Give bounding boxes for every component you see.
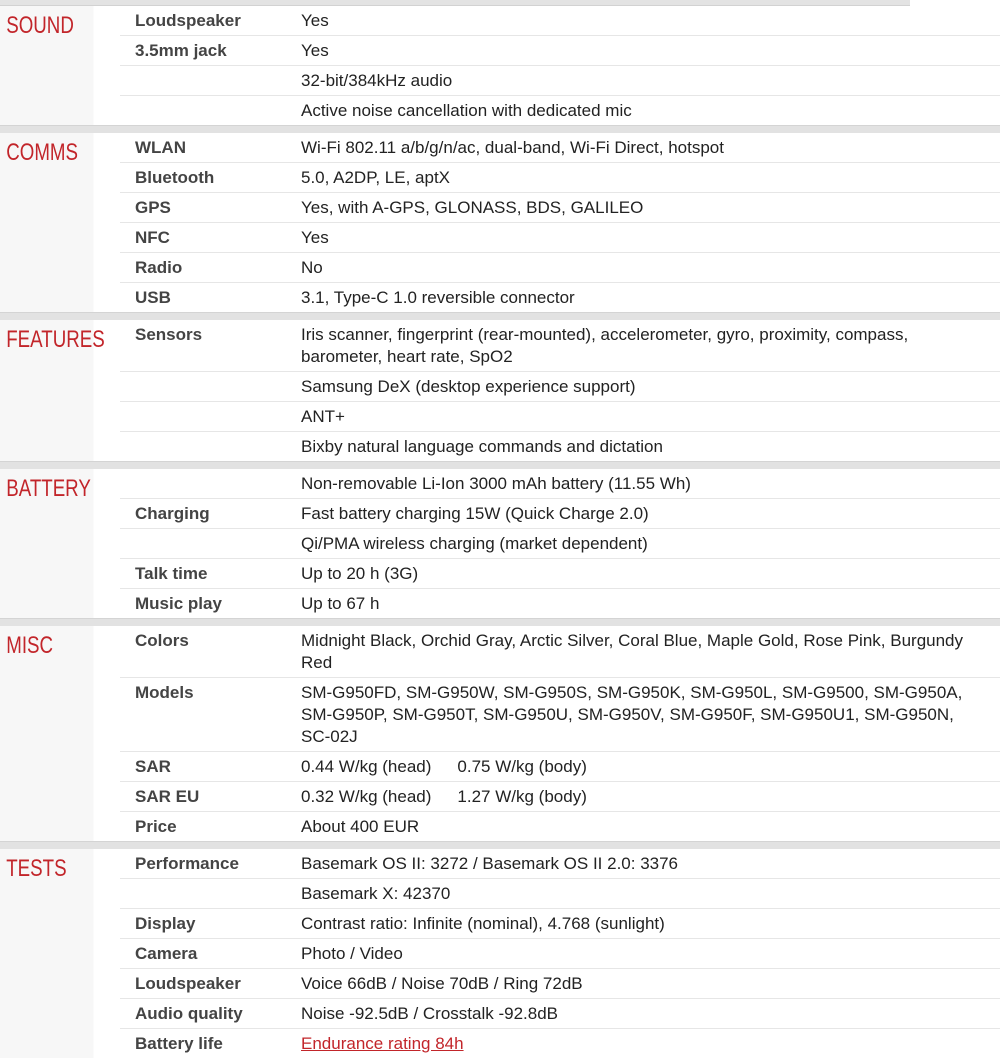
- spec-label: Price: [120, 812, 286, 842]
- spec-value: [286, 782, 1000, 812]
- spec-label: Loudspeaker: [120, 969, 286, 999]
- separator-bar: [0, 126, 1000, 134]
- spec-label: Audio quality: [120, 999, 286, 1029]
- spec-row: [0, 812, 1000, 842]
- spec-value: Yes, with A-GPS, GLONASS, BDS, GALILEO: [286, 193, 1000, 223]
- spec-label: WLAN: [120, 133, 286, 163]
- spec-row: [0, 626, 1000, 678]
- spec-value: [286, 1029, 1000, 1058]
- spec-row: [0, 529, 1000, 559]
- specs-table: [0, 6, 1000, 1058]
- spec-row: [0, 36, 1000, 66]
- spec-label: NFC: [120, 223, 286, 253]
- category-heading-features: FEATURES: [0, 320, 94, 462]
- category-heading-tests: TESTS: [0, 849, 94, 1058]
- spec-value: No: [286, 253, 1000, 283]
- spec-row: [0, 193, 1000, 223]
- spec-row: [0, 133, 1000, 163]
- section-separator: [0, 462, 1000, 470]
- spec-label: Loudspeaker: [120, 6, 286, 36]
- spec-row: [0, 283, 1000, 313]
- spec-label: Display: [120, 909, 286, 939]
- spec-row: [0, 1029, 1000, 1058]
- spec-label: [120, 96, 286, 126]
- sar-head-value: 0.44 W/kg (head): [301, 757, 431, 776]
- spec-row: [0, 782, 1000, 812]
- spec-value: Active noise cancellation with dedicated mic: [286, 96, 1000, 126]
- spec-value: About 400 EUR: [286, 812, 1000, 842]
- spec-label: Camera: [120, 939, 286, 969]
- separator-bar: [0, 462, 1000, 470]
- spec-row: [0, 223, 1000, 253]
- spec-value: Qi/PMA wireless charging (market dependent): [286, 529, 1000, 559]
- section-separator: [0, 619, 1000, 627]
- spec-label: Colors: [120, 626, 286, 678]
- spec-label: USB: [120, 283, 286, 313]
- sar-body-value: 0.75 W/kg (body): [457, 757, 586, 776]
- spec-label: [120, 66, 286, 96]
- spec-value: Non-removable Li-Ion 3000 mAh battery (11.55 Wh): [286, 469, 1000, 499]
- spec-value: Bixby natural language commands and dictation: [286, 432, 1000, 462]
- spec-label: [120, 529, 286, 559]
- spec-row: [0, 969, 1000, 999]
- separator-bar: [0, 313, 1000, 321]
- spec-row: [0, 96, 1000, 126]
- spec-label: SAR EU: [120, 782, 286, 812]
- spec-label: [120, 372, 286, 402]
- sar-head-value: 0.32 W/kg (head): [301, 787, 431, 806]
- sar-body-value: 1.27 W/kg (body): [457, 787, 586, 806]
- spec-value: Samsung DeX (desktop experience support): [286, 372, 1000, 402]
- spec-row: [0, 678, 1000, 752]
- spec-row: [0, 849, 1000, 879]
- spec-label: Radio: [120, 253, 286, 283]
- spec-row: [0, 559, 1000, 589]
- spec-label: [120, 469, 286, 499]
- endurance-rating-link[interactable]: Endurance rating 84h: [301, 1034, 464, 1053]
- spec-label: Sensors: [120, 320, 286, 372]
- spec-label: Models: [120, 678, 286, 752]
- category-heading-comms: COMMS: [0, 133, 94, 313]
- spec-row: [0, 432, 1000, 462]
- spec-label: 3.5mm jack: [120, 36, 286, 66]
- spec-row: [0, 499, 1000, 529]
- spec-value: Midnight Black, Orchid Gray, Arctic Silver, Coral Blue, Maple Gold, Rose Pink, Burgundy Red: [286, 626, 1000, 678]
- spec-label: Battery life: [120, 1029, 286, 1058]
- section-separator: [0, 126, 1000, 134]
- spec-value: Up to 67 h: [286, 589, 1000, 619]
- spec-row: [0, 6, 1000, 36]
- spec-value: Basemark OS II: 3272 / Basemark OS II 2.0: 3376: [286, 849, 1000, 879]
- spec-label: GPS: [120, 193, 286, 223]
- separator-bar: [0, 842, 1000, 850]
- separator-bar: [0, 619, 1000, 627]
- category-heading-battery: BATTERY: [0, 469, 94, 619]
- spec-label: Bluetooth: [120, 163, 286, 193]
- spec-label: [120, 432, 286, 462]
- spec-row: [0, 909, 1000, 939]
- spec-value: [286, 752, 1000, 782]
- spec-value: Yes: [286, 36, 1000, 66]
- spec-row: [0, 66, 1000, 96]
- spec-label: Talk time: [120, 559, 286, 589]
- section-separator: [0, 313, 1000, 321]
- spec-value: Contrast ratio: Infinite (nominal), 4.768 (sunlight): [286, 909, 1000, 939]
- spec-row: [0, 253, 1000, 283]
- spec-value: 32-bit/384kHz audio: [286, 66, 1000, 96]
- spec-value: Noise -92.5dB / Crosstalk -92.8dB: [286, 999, 1000, 1029]
- spec-value: SM-G950FD, SM-G950W, SM-G950S, SM-G950K, SM-G950L, SM-G9500, SM-G950A, SM-G950P, SM-G950T, SM-G950U, SM-G950V, SM-G950F, SM-G950U1, SM-G950N, SC-02J: [286, 678, 1000, 752]
- spec-row: [0, 402, 1000, 432]
- spec-label: Charging: [120, 499, 286, 529]
- spec-value: Yes: [286, 223, 1000, 253]
- spec-value: 3.1, Type-C 1.0 reversible connector: [286, 283, 1000, 313]
- spec-row: [0, 163, 1000, 193]
- spec-value: Basemark X: 42370: [286, 879, 1000, 909]
- section-separator: [0, 842, 1000, 850]
- spec-row: [0, 372, 1000, 402]
- category-heading-misc: MISC: [0, 626, 94, 842]
- spec-row: [0, 469, 1000, 499]
- spec-row: [0, 939, 1000, 969]
- spec-label: [120, 879, 286, 909]
- spec-value: Up to 20 h (3G): [286, 559, 1000, 589]
- spec-value: Fast battery charging 15W (Quick Charge 2.0): [286, 499, 1000, 529]
- spec-value: Photo / Video: [286, 939, 1000, 969]
- spec-row: [0, 589, 1000, 619]
- spec-value: Wi-Fi 802.11 a/b/g/n/ac, dual-band, Wi-Fi Direct, hotspot: [286, 133, 1000, 163]
- spec-label: Music play: [120, 589, 286, 619]
- spec-value: Yes: [286, 6, 1000, 36]
- spec-value: Iris scanner, fingerprint (rear-mounted), accelerometer, gyro, proximity, compass, barometer, heart rate, SpO2: [286, 320, 1000, 372]
- spec-value: 5.0, A2DP, LE, aptX: [286, 163, 1000, 193]
- category-heading-sound: SOUND: [0, 6, 94, 126]
- spec-label: [120, 402, 286, 432]
- spec-row: [0, 879, 1000, 909]
- spec-value: ANT+: [286, 402, 1000, 432]
- spec-label: Performance: [120, 849, 286, 879]
- spec-row: [0, 320, 1000, 372]
- spec-row: [0, 999, 1000, 1029]
- spec-row: [0, 752, 1000, 782]
- spec-label: SAR: [120, 752, 286, 782]
- spec-value: Voice 66dB / Noise 70dB / Ring 72dB: [286, 969, 1000, 999]
